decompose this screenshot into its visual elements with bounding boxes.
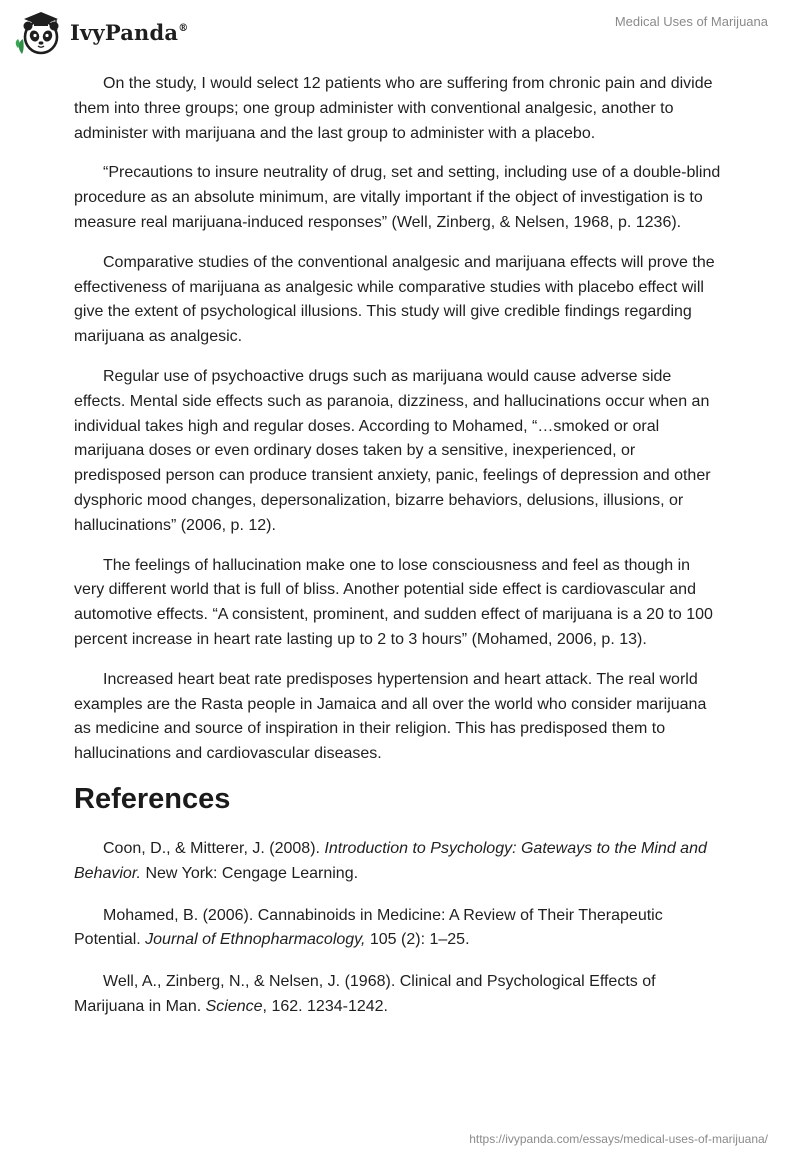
references-heading: References xyxy=(74,782,231,815)
reference-text: Coon, D., & Mitterer, J. (2008). xyxy=(103,839,325,857)
document-title: Medical Uses of Marijuana xyxy=(614,14,768,29)
reference-title: Science xyxy=(205,997,263,1015)
reference-title: Introduction to Psychology: Gateways to the Mind and Behavior. xyxy=(74,839,707,882)
reference-item xyxy=(74,904,724,954)
reference-text: New York: Cengage Learning. xyxy=(141,864,359,882)
panda-graduate-icon xyxy=(14,8,64,56)
essay-body xyxy=(74,72,724,1037)
reference-text: Mohamed, B. (2006). Cannabinoids in Medicine: A Review of Their Therapeutic Potential. xyxy=(74,906,663,949)
paragraph-comparative-studies: Comparative studies of the conventional analgesic and marijuana effects will prove the effectiveness of marijuana as analgesic while comparative studies with placebo effect will give the extent of psychological illusions. This study will give credible findings regarding marijuana as analgesic. xyxy=(74,253,715,346)
paragraph-hallucination: The feelings of hallucination make one to lose consciousness and feel as though in very different world that is full of bliss. Another potential side effect is cardiovascular and automotive effects. “A consistent, prominent, and sudden effect of marijuana is a 20 to 100 percent increase in heart rate lasting up to 2 to 3 hours” (Mohamed, 2006, p. 13). xyxy=(74,556,713,648)
reference-text: Well, A., Zinberg, N., & Nelsen, J. (1968). Clinical and Psychological Effects of Marijuana in Man. xyxy=(74,973,656,1015)
reference-title: Journal of Ethnopharmacology, xyxy=(145,931,366,949)
page-header xyxy=(0,0,800,64)
reference-item xyxy=(74,970,724,1020)
paragraph-precautions-quote: “Precautions to insure neutrality of drug, set and setting, including use of a double-blind procedure as an absolute minimum, are vitally important if the object of investigation is to measure real marijuana-induced responses” (Well, Zinberg, & Nelsen, 1968, p. 1236). xyxy=(74,164,721,231)
reference-item xyxy=(74,837,724,887)
brand-name: IvyPanda® xyxy=(70,19,189,45)
ivypanda-logo[interactable] xyxy=(14,8,188,56)
registered-mark: ® xyxy=(178,22,189,34)
paragraph-heart-rate: Increased heart beat rate predisposes hypertension and heart attack. The real world examples are the Rasta people in Jamaica and all over the world who consider marijuana as medicine and source of inspiration in their religion. This has predisposed them to hallucinations and cardiovascular diseases. xyxy=(74,670,707,763)
reference-text: , 162. 1234-1242. xyxy=(262,997,388,1015)
paragraph-side-effects: Regular use of psychoactive drugs such as marijuana would cause adverse side effects. Mental side effects such as paranoia, dizziness, and hallucinations occur when an individual takes high and regular doses. According to Mohamed, “…smoked or oral marijuana doses or even ordinary doses taken by a sensitive, inexperienced, or predisposed person can produce transient anxiety, panic, feelings of depression and other dysphoric mood changes, depersonalization, bizarre behaviors, delusions, illusions, or hallucinations” (2006, p. 12). xyxy=(74,367,711,534)
paragraph-study-design: On the study, I would select 12 patients who are suffering from chronic pain and divide them into three groups; one group administer with conventional analgesic, another to administer with marijuana and the last group to administer with a placebo. xyxy=(74,75,713,142)
source-url-link[interactable]: https://ivypanda.com/essays/medical-uses-of-marijuana/ xyxy=(469,1132,768,1146)
reference-text: 105 (2): 1–25. xyxy=(365,931,470,949)
